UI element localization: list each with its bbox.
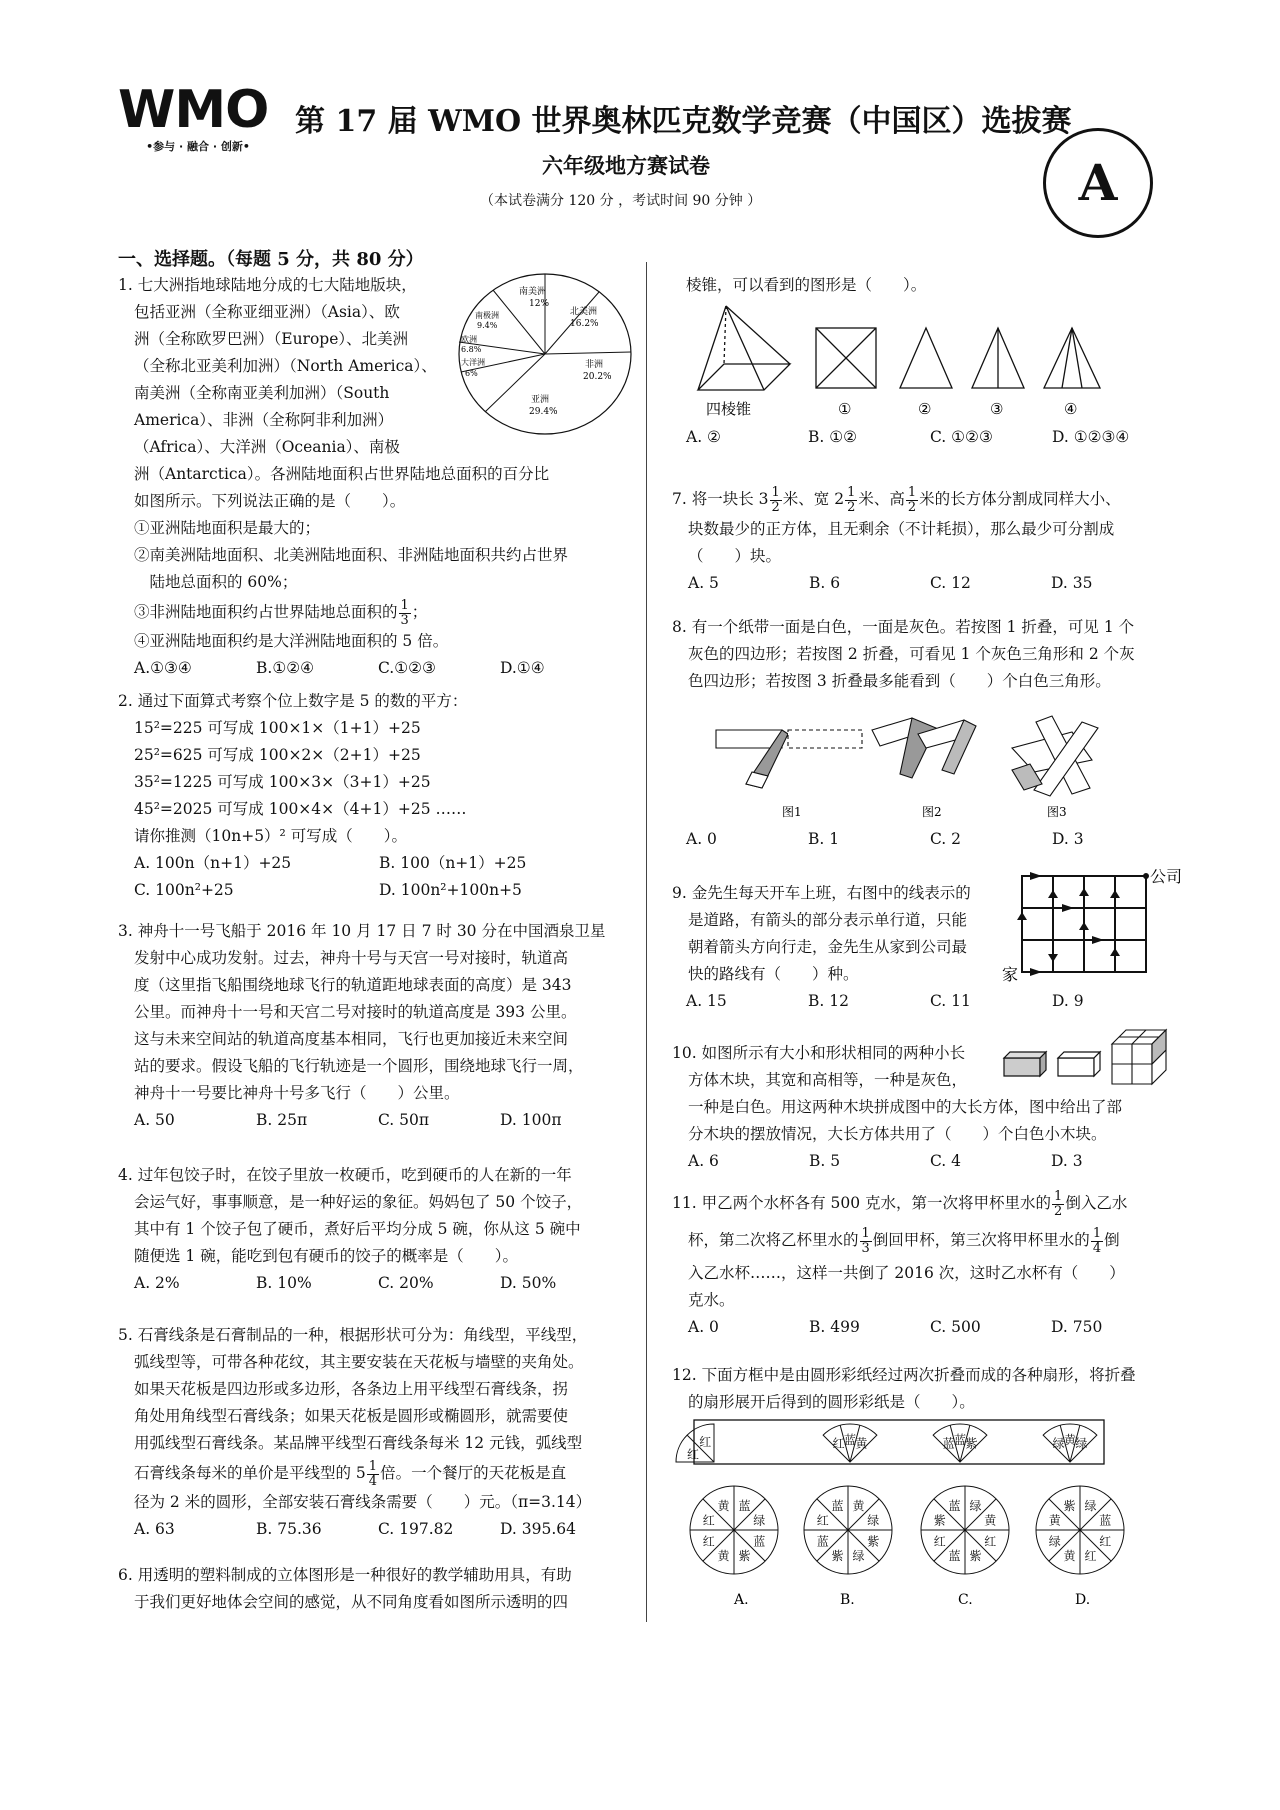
q1-line: America）、非洲（全称阿非利加洲）: [134, 411, 394, 429]
q12-figures: [686, 1418, 1160, 1608]
pie-label: 北美洲: [570, 307, 598, 317]
q1-options: [118, 655, 638, 682]
q5-line: 角处用角线型石膏线条；如果天花板是圆形或椭圆形，就需要使: [134, 1407, 569, 1425]
q6-line: 于我们更好地体会空间的感觉，从不同角度看如图所示透明的四: [134, 1593, 569, 1611]
fan-color-label: 紫: [965, 1436, 978, 1451]
continent-pie-chart: [455, 272, 635, 442]
option-c[interactable]: C. 12: [930, 574, 971, 592]
q11-options: [672, 1314, 1172, 1341]
option-c[interactable]: C.①②③: [378, 659, 436, 677]
fold-figure-1: [716, 730, 862, 788]
circle-color-label: 紫: [933, 1513, 946, 1528]
q5-line: 如果天花板是四边形或多边形，各条边上用平线型石膏线条，拐: [134, 1380, 569, 1398]
question-3: [118, 918, 638, 1134]
fan-color-label: 绿: [1052, 1436, 1065, 1451]
question-11: [672, 1186, 1172, 1341]
pie-label: 大洋洲: [461, 358, 485, 367]
fraction-denominator: 4: [368, 1473, 378, 1489]
option-d[interactable]: D. 50%: [500, 1274, 557, 1292]
question-8: [672, 614, 1172, 695]
option-d[interactable]: D. 750: [1051, 1318, 1103, 1336]
circle-color-label: 绿: [969, 1498, 982, 1513]
fraction-numerator: 1: [1054, 1188, 1063, 1204]
question-4: [118, 1162, 638, 1297]
option-d[interactable]: D. 395.64: [500, 1520, 576, 1538]
fold-figure-2: [872, 718, 976, 778]
q2-options-row1: [118, 850, 638, 877]
option-c[interactable]: C. 100n²+25: [134, 881, 234, 899]
fraction-denominator: 2: [1054, 1203, 1063, 1219]
option-c[interactable]: C.: [958, 1592, 973, 1608]
q3-line: 公里。而神舟十一号和天宫二号对接时的轨道高度是 393 公里。: [134, 1003, 577, 1021]
q1-line: 洲（Antarctica）。各洲陆地面积占世界陆地总面积的百分比: [134, 465, 550, 483]
q9-line: 快的路线有（ ）种。: [688, 965, 859, 983]
circle-color-label: 红: [702, 1513, 715, 1528]
q5-line: 弧线型等，可带各种花纹，其主要安装在天花板与墙壁的夹角处。: [134, 1353, 584, 1371]
unfolded-circle[interactable]: [921, 1486, 1009, 1574]
home-label: 家: [1002, 965, 1019, 984]
q7-line: （ ）块。: [688, 547, 782, 565]
fraction: [860, 1227, 872, 1256]
pie-value: 16.2%: [570, 319, 599, 329]
option-b[interactable]: B. 6: [809, 574, 841, 592]
fraction-denominator: 2: [847, 499, 856, 515]
option-b[interactable]: B. 75.36: [256, 1520, 322, 1538]
q6-line: 6. 用透明的塑料制成的立体图形是一种很好的教学辅助用具，有助: [118, 1566, 572, 1584]
q11-line: 克水。: [688, 1291, 735, 1309]
circle-color-label: 紫: [867, 1534, 880, 1549]
fraction: [1091, 1227, 1103, 1256]
folded-fan: [1043, 1424, 1097, 1462]
unfolded-circle[interactable]: [690, 1486, 778, 1574]
q4-line: 其中有 1 个饺子包了硬币，煮好后平均分成 5 碗，你从这 5 碗中: [134, 1220, 581, 1238]
fold-figure-3: [1012, 716, 1098, 796]
q1-line: ②南美洲陆地面积、北美洲陆地面积、非洲陆地面积共约占世界: [134, 546, 569, 564]
q7-line: 块数最少的正方体，且无剩余（不计耗损），那么最少可分割成: [688, 520, 1115, 538]
folded-fan: [676, 1424, 714, 1462]
fan-color-label: 红: [686, 1447, 699, 1462]
q1-line: 如图所示。下列说法正确的是（ ）。: [134, 492, 406, 510]
fan-color-label: 黄: [1064, 1433, 1077, 1448]
q3-line: 神舟十一号要比神舟十号多飞行（ ）公里。: [134, 1084, 460, 1102]
q3-line: 站的要求。假设飞船的飞行轨迹是一个圆形，围绕地球飞行一周，: [134, 1057, 584, 1075]
circle-color-label: 黄: [984, 1513, 997, 1528]
view-4-figure: [1044, 328, 1100, 388]
q5-line: 用弧线型石膏线条。某品牌平线型石膏线条每米 12 元钱，弧线型: [134, 1434, 583, 1452]
q4-line: 4. 过年包饺子时，在饺子里放一枚硬币，吃到硬币的人在新的一年: [118, 1166, 572, 1184]
option-b[interactable]: B. 499: [809, 1318, 860, 1336]
fraction-numerator: 1: [847, 484, 856, 500]
circle-color-label: 黄: [852, 1498, 865, 1513]
q7-options: [672, 570, 1172, 597]
q8-fold-figures: [712, 712, 1132, 822]
q2-line: 2. 通过下面算式考察个位上数字是 5 的数的平方：: [118, 692, 468, 710]
wooden-blocks-figure: [1002, 1024, 1172, 1090]
q1-line: 包括亚洲（全称亚细亚洲）（Asia）、欧: [134, 303, 400, 321]
gray-block: [1004, 1052, 1046, 1076]
q10-line: 一种是白色。用这两种木块拼成图中的大长方体，图中给出了部: [688, 1098, 1123, 1116]
view-3-figure: [972, 328, 1024, 388]
question-7: [672, 482, 1172, 597]
road-grid-figure: [1000, 867, 1183, 988]
question-6: [118, 1562, 638, 1616]
option-d[interactable]: D. 3: [1052, 830, 1084, 848]
pie-label: 南美洲: [519, 287, 547, 297]
q11-line: 入乙水杯……，这样一共倒了 2016 次，这时乙水杯有（ ）: [688, 1264, 1125, 1282]
q6-line: 棱锥，可以看到的图形是（ ）。: [686, 276, 927, 294]
option-b[interactable]: B. 10%: [256, 1274, 312, 1292]
option-c[interactable]: C. 20%: [378, 1274, 434, 1292]
option-a[interactable]: A. ②: [686, 428, 721, 446]
option-c[interactable]: C. 500: [930, 1318, 981, 1336]
circle-color-label: 黄: [1063, 1549, 1076, 1564]
q4-line: 会运气好，事事顺意，是一种好运的象征。妈妈包了 50 个饺子，: [134, 1193, 583, 1211]
q8-line: 8. 有一个纸带一面是白色，一面是灰色。若按图 1 折叠，可见 1 个: [672, 618, 1135, 636]
circle-color-label: 黄: [717, 1549, 730, 1564]
fan-color-label: 蓝: [942, 1436, 955, 1451]
fan-color-label: 红: [699, 1434, 712, 1449]
fan-color-label: 黄: [855, 1436, 868, 1451]
option-d[interactable]: D. 9: [1052, 992, 1084, 1010]
q7-text: 米的长方体分割成同样大小、: [919, 490, 1121, 508]
option-a[interactable]: A. 50: [134, 1111, 175, 1129]
circle-color-label: 红: [1099, 1534, 1112, 1549]
question-5: [118, 1322, 638, 1543]
white-block: [1058, 1052, 1100, 1076]
option-b[interactable]: B. ①②: [808, 428, 858, 446]
option-c[interactable]: C. 197.82: [378, 1520, 454, 1538]
view-2-figure: [900, 328, 952, 388]
fan-color-label: 红: [832, 1436, 845, 1451]
q9-options: [686, 988, 1174, 1015]
option-b[interactable]: B. 5: [809, 1152, 841, 1170]
q11-text: 倒回甲杯，第三次将甲杯里水的: [872, 1231, 1090, 1249]
fraction-denominator: 2: [907, 499, 917, 515]
fraction-numerator: 1: [368, 1458, 378, 1474]
q1-item3: [118, 596, 638, 628]
q12-line: 的扇形展开后得到的圆形彩纸是（ ）。: [688, 1393, 975, 1411]
q1-item3-text: ③非洲陆地面积约占世界陆地总面积的: [134, 603, 398, 621]
option-d[interactable]: D. 35: [1051, 574, 1093, 592]
fraction: [367, 1460, 379, 1489]
q3-options: [118, 1107, 638, 1134]
pie-label: 欧洲: [461, 335, 477, 344]
q10-options: [672, 1148, 1172, 1175]
option-a[interactable]: A. 0: [688, 1318, 719, 1336]
q2-options-row2: [118, 877, 638, 904]
fraction: [1052, 1190, 1064, 1219]
pie-value: 6%: [465, 369, 478, 378]
folded-fan: [933, 1424, 987, 1462]
option-a[interactable]: A.: [734, 1592, 749, 1608]
q5-line6-end: 倍。一个餐厅的天花板是直: [380, 1464, 567, 1482]
figure-label: 图1: [782, 805, 802, 819]
column-divider: [646, 262, 647, 1622]
circle-color-label: 蓝: [753, 1534, 766, 1549]
q3-line: 度（这里指飞船围绕地球飞行的轨道距地球表面的高度）是 343: [134, 976, 572, 994]
option-d[interactable]: D. ①②③④: [1052, 428, 1130, 446]
circle-color-label: 绿: [852, 1549, 865, 1564]
logo-tagline: •参与 · 融合 · 创新•: [146, 140, 250, 153]
q4-line: 随便选 1 碗，能吃到包有硬币的饺子的概率是（ ）。: [134, 1247, 518, 1265]
figure-label: ③: [990, 400, 1004, 418]
circle-color-label: 红: [933, 1534, 946, 1549]
option-c[interactable]: C. 50π: [378, 1111, 430, 1129]
q1-item4: ④亚洲陆地面积约是大洋洲陆地面积的 5 倍。: [134, 632, 449, 650]
circle-color-label: 绿: [753, 1513, 766, 1528]
question-2: [118, 688, 638, 904]
question-6-continued: [672, 272, 1172, 299]
q12-line: 12. 下面方框中是由圆形彩纸经过两次折叠而成的各种扇形，将折叠: [672, 1366, 1136, 1384]
fan-box: [694, 1420, 1104, 1464]
q5-line: 径为 2 米的圆形，全部安装石膏线条需要（ ）元。（π=3.14）: [134, 1493, 592, 1511]
q10-line: 10. 如图所示有大小和形状相同的两种小长: [672, 1044, 966, 1062]
fan-color-label: 蓝: [844, 1433, 857, 1448]
wmo-logo: [118, 80, 278, 154]
figure-label: ①: [838, 400, 852, 418]
fraction-numerator: 1: [771, 484, 780, 500]
fraction-denominator: 3: [400, 612, 409, 628]
circle-color-label: 黄: [717, 1498, 730, 1513]
q3-line: 3. 神舟十一号飞船于 2016 年 10 月 17 日 7 时 30 分在中国酒泉卫星: [118, 922, 606, 940]
folded-fan: [823, 1424, 877, 1462]
circle-color-label: 蓝: [831, 1498, 844, 1513]
q1-item3-end: ；: [411, 603, 428, 621]
unfolded-circle[interactable]: [1036, 1486, 1124, 1574]
fraction-numerator: 1: [907, 484, 917, 500]
q11-line2: [672, 1220, 1172, 1260]
circle-color-label: 蓝: [948, 1549, 961, 1564]
q4-options: [118, 1270, 638, 1297]
pie-value: 12%: [529, 299, 550, 309]
circle-color-label: 绿: [1084, 1498, 1097, 1513]
q7-line1: [672, 482, 1172, 516]
option-a[interactable]: A. 15: [686, 992, 727, 1010]
unfolded-circle[interactable]: [804, 1486, 892, 1574]
q9-line: 是道路，有箭头的部分表示单行道，只能: [688, 911, 968, 929]
figure-label: 图3: [1047, 805, 1067, 819]
q7-text: 米、高: [858, 490, 905, 508]
q5-options: [118, 1516, 638, 1543]
q6-options: [686, 424, 1174, 451]
option-b[interactable]: B. 100（n+1）+25: [379, 854, 527, 872]
circle-color-label: 黄: [1048, 1513, 1061, 1528]
fraction: [845, 486, 857, 515]
pyramid-figure: [698, 306, 790, 390]
q2-line: 45²=2025 可写成 100×4×（4+1）+25 ……: [134, 800, 467, 818]
q1-line: （全称北亚美利加洲）（North America）、: [134, 357, 437, 375]
logo-word: WMO: [118, 80, 269, 140]
option-d[interactable]: D. 100π: [500, 1111, 562, 1129]
fan-color-label: 蓝: [954, 1433, 967, 1448]
q2-line: 15²=225 可写成 100×1×（1+1）+25: [134, 719, 421, 737]
circle-color-label: 紫: [831, 1549, 844, 1564]
option-b[interactable]: B. 25π: [256, 1111, 308, 1129]
circle-color-label: 绿: [867, 1513, 880, 1528]
q2-line: 请你推测（10n+5）² 可写成（ ）。: [134, 827, 407, 845]
option-d[interactable]: D.: [1075, 1592, 1091, 1608]
pie-label: 非洲: [585, 360, 604, 370]
option-a[interactable]: A. 63: [134, 1520, 175, 1538]
pie-value: 6.8%: [461, 345, 482, 354]
option-b[interactable]: B. 1: [808, 830, 840, 848]
q5-line: 5. 石膏线条是石膏制品的一种，根据形状可分为：角线型，平线型，: [118, 1326, 588, 1344]
q2-line: 35²=1225 可写成 100×3×（3+1）+25: [134, 773, 431, 791]
option-b[interactable]: B. 12: [808, 992, 849, 1010]
pie-label: 南极洲: [475, 311, 499, 320]
q8-line: 灰色的四边形；若按图 2 折叠，可看见 1 个灰色三角形和 2 个灰: [688, 645, 1135, 663]
q11-text: 倒入乙水: [1065, 1194, 1128, 1212]
q2-line: 25²=625 可写成 100×2×（2+1）+25: [134, 746, 421, 764]
pie-value: 20.2%: [583, 372, 612, 382]
q6-figures: [686, 302, 1166, 420]
circle-color-label: 紫: [738, 1549, 751, 1564]
circle-color-label: 紫: [969, 1549, 982, 1564]
fraction: [770, 486, 782, 515]
section-title: 一、选择题。（每题 5 分，共 80 分）: [118, 249, 424, 270]
fraction: [399, 599, 411, 628]
option-d[interactable]: D.①④: [500, 659, 545, 677]
option-a[interactable]: A. 5: [688, 574, 719, 592]
fraction-denominator: 3: [861, 1240, 870, 1256]
q7-text: 米、宽 2: [782, 490, 845, 508]
q10-line: 分木块的摆放情况，大长方体共用了（ ）个白色小木块。: [688, 1125, 1107, 1143]
option-b[interactable]: B.①②④: [256, 659, 315, 677]
one-way-arrows: [1017, 872, 1120, 976]
pie-label: 亚洲: [531, 395, 550, 405]
fraction-numerator: 1: [1092, 1225, 1102, 1241]
circle-color-label: 绿: [1048, 1534, 1061, 1549]
q1-line: 洲（全称欧罗巴洲）（Europe）、北美洲: [134, 330, 409, 348]
figure-label: ④: [1064, 400, 1078, 418]
option-a[interactable]: A. 2%: [134, 1274, 180, 1292]
company-label: 公司: [1150, 867, 1183, 886]
option-b[interactable]: B.: [840, 1592, 855, 1608]
figure-label: ②: [918, 400, 932, 418]
q8-line: 色四边形；若按图 3 折叠最多能看到（ ）个白色三角形。: [688, 672, 1111, 690]
circle-color-label: 红: [816, 1513, 829, 1528]
q10-line: 方体木块，其宽和高相等，一种是灰色，: [688, 1071, 968, 1089]
q3-line: 这与未来空间站的轨道高度基本相同，飞行也更加接近未来空间: [134, 1030, 569, 1048]
option-c[interactable]: C. 2: [930, 830, 962, 848]
q9-line: 9. 金先生每天开车上班，右图中的线表示的: [672, 884, 971, 902]
fraction-numerator: 1: [861, 1225, 870, 1241]
option-a[interactable]: A. 0: [686, 830, 717, 848]
q1-line: 南美洲（全称南亚美利加洲）（South: [134, 384, 390, 402]
q5-line6: [118, 1457, 638, 1489]
q5-line6-text: 石膏线条每米的单价是平线型的 5: [134, 1464, 366, 1482]
q11-text: 倒: [1104, 1231, 1120, 1249]
q1-line: 1. 七大洲指地球陆地分成的七大陆地版块，: [118, 276, 417, 294]
q11-line1: [672, 1186, 1172, 1220]
circle-color-label: 蓝: [816, 1534, 829, 1549]
option-c[interactable]: C. ①②③: [930, 428, 993, 446]
q1-line: （Africa）、大洋洲（Oceania）、南极: [134, 438, 400, 456]
q1-line: ①亚洲陆地面积是最大的；: [134, 519, 321, 537]
circle-color-label: 蓝: [948, 1498, 961, 1513]
question-12: [672, 1362, 1172, 1416]
fraction-denominator: 2: [771, 499, 780, 515]
exam-note: （本试卷满分 120 分 ，考试时间 90 分钟 ）: [480, 193, 762, 209]
q3-line: 发射中心成功发射。过去，神舟十号与天宫一号对接时，轨道高: [134, 949, 569, 967]
pie-value: 29.4%: [529, 407, 558, 417]
figure-label: 图2: [922, 805, 942, 819]
q11-text: 杯，第二次将乙杯里水的: [688, 1231, 859, 1249]
option-c[interactable]: C. 4: [930, 1152, 962, 1170]
circle-color-label: 蓝: [738, 1498, 751, 1513]
circle-color-label: 红: [984, 1534, 997, 1549]
option-d[interactable]: D. 100n²+100n+5: [379, 881, 522, 899]
fan-color-label: 绿: [1075, 1436, 1088, 1451]
view-1-figure: [816, 328, 876, 388]
q8-options: [686, 826, 1174, 853]
circle-color-label: 红: [1084, 1549, 1097, 1564]
page-subtitle: 六年级地方赛试卷: [542, 153, 710, 178]
page-title: 第 17 届 WMO 世界奥林匹克数学竞赛（中国区）选拔赛: [295, 104, 1072, 139]
option-a[interactable]: A.①③④: [134, 659, 192, 677]
q1-line: 陆地总面积的 60%；: [134, 573, 298, 591]
large-cuboid: [1112, 1030, 1166, 1084]
option-c[interactable]: C. 11: [930, 992, 971, 1010]
company-point: [1143, 873, 1149, 879]
figure-label: 四棱锥: [706, 400, 752, 418]
fraction-denominator: 4: [1092, 1240, 1102, 1256]
fraction-numerator: 1: [400, 597, 409, 613]
option-d[interactable]: D. 3: [1051, 1152, 1083, 1170]
q9-line: 朝着箭头方向行走，金先生从家到公司最: [688, 938, 968, 956]
pie-value: 9.4%: [477, 321, 498, 330]
question-9: [672, 880, 992, 988]
q11-text: 11. 甲乙两个水杯各有 500 克水，第一次将甲杯里水的: [672, 1194, 1052, 1212]
circle-color-label: 红: [702, 1534, 715, 1549]
q7-text: 7. 将一块长 3: [672, 490, 769, 508]
fraction: [906, 486, 918, 515]
option-a[interactable]: A. 100n（n+1）+25: [134, 854, 292, 872]
circle-color-label: 紫: [1063, 1498, 1076, 1513]
option-a[interactable]: A. 6: [688, 1152, 719, 1170]
circle-color-label: 蓝: [1099, 1513, 1112, 1528]
paper-badge: A: [1043, 128, 1153, 238]
